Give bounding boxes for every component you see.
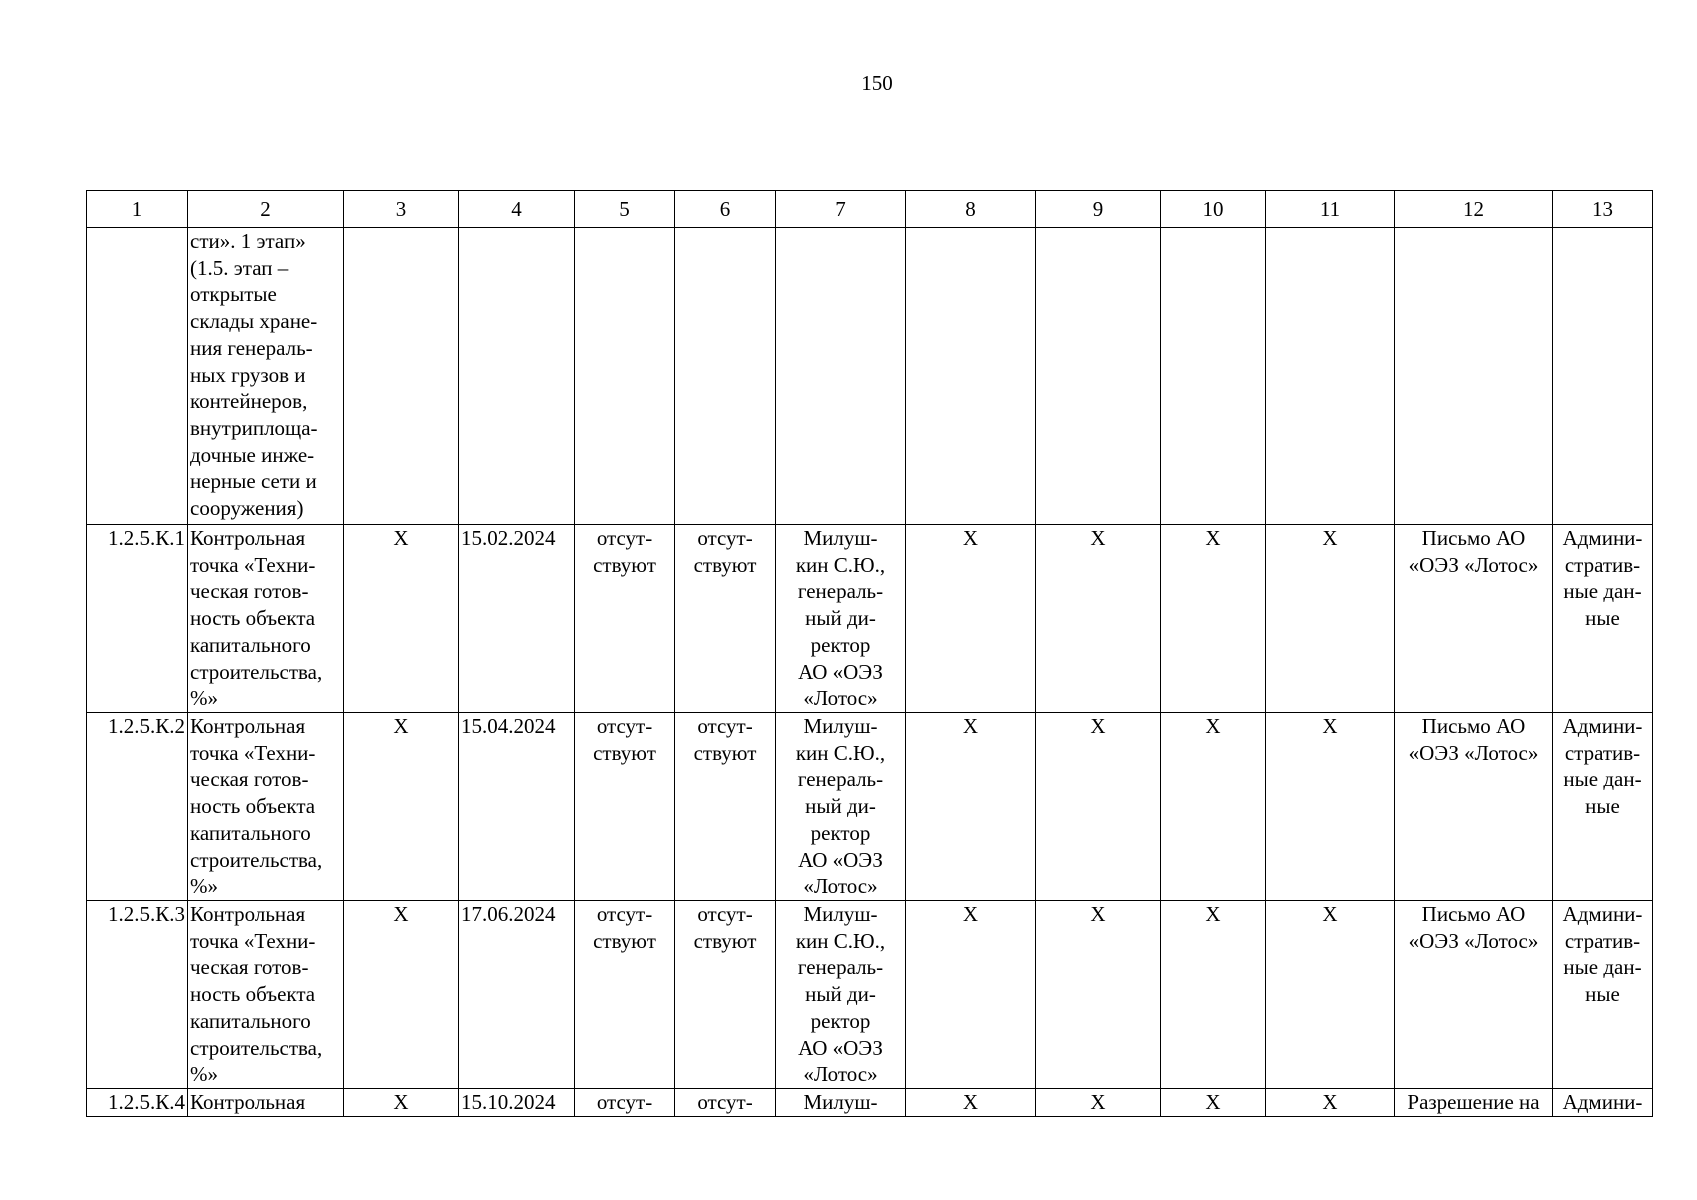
column-number: 6 xyxy=(675,191,776,228)
cell-source xyxy=(1553,228,1653,525)
cell-col5 xyxy=(575,228,675,525)
cell-date xyxy=(459,228,575,525)
cell-source: Админи- стратив- ные дан- ные xyxy=(1553,525,1653,713)
cell-col10: X xyxy=(1161,901,1266,1089)
cell-col11: X xyxy=(1266,713,1395,901)
cell-col8: X xyxy=(906,713,1036,901)
cell-source: Админи- xyxy=(1553,1089,1653,1117)
cell-document: Письмо АО «ОЭЗ «Лотос» xyxy=(1395,525,1553,713)
cell-number: 1.2.5.К.1 xyxy=(87,525,188,713)
cell-col11: X xyxy=(1266,525,1395,713)
column-number: 2 xyxy=(188,191,344,228)
cell-source: Админи- стратив- ные дан- ные xyxy=(1553,713,1653,901)
cell-col6: отсут- ствуют xyxy=(675,713,776,901)
table-row xyxy=(87,525,1653,713)
cell-document: Разрешение на xyxy=(1395,1089,1553,1117)
table-row xyxy=(87,1089,1653,1117)
column-number: 11 xyxy=(1266,191,1395,228)
cell-col10 xyxy=(1161,228,1266,525)
column-number: 5 xyxy=(575,191,675,228)
cell-col11: X xyxy=(1266,1089,1395,1117)
cell-responsible: Милуш- кин С.Ю., генераль- ный ди- ректор АО «ОЭЗ «Лотос» xyxy=(776,525,906,713)
cell-col5: отсут- ствуют xyxy=(575,525,675,713)
column-number: 1 xyxy=(87,191,188,228)
column-number: 12 xyxy=(1395,191,1553,228)
cell-col5: отсут- ствуют xyxy=(575,901,675,1089)
cell-col6 xyxy=(675,228,776,525)
cell-col3: X xyxy=(344,1089,459,1117)
cell-date: 15.04.2024 xyxy=(459,713,575,901)
cell-name: Контрольная точка «Техни- ческая готов- ность объекта капитального строительства, %» xyxy=(188,713,344,901)
column-number: 7 xyxy=(776,191,906,228)
cell-name: Контрольная точка «Техни- ческая готов- ность объекта капитального строительства, %» xyxy=(188,901,344,1089)
page-number: 150 xyxy=(861,71,893,95)
table-row-continuation xyxy=(87,228,1653,525)
column-number: 9 xyxy=(1036,191,1161,228)
cell-col8: X xyxy=(906,901,1036,1089)
column-number: 4 xyxy=(459,191,575,228)
cell-col3: X xyxy=(344,713,459,901)
column-number: 8 xyxy=(906,191,1036,228)
cell-number: 1.2.5.К.4 xyxy=(87,1089,188,1117)
cell-col10: X xyxy=(1161,1089,1266,1117)
cell-col8 xyxy=(906,228,1036,525)
cell-document: Письмо АО «ОЭЗ «Лотос» xyxy=(1395,713,1553,901)
column-number: 10 xyxy=(1161,191,1266,228)
cell-col10: X xyxy=(1161,713,1266,901)
cell-document: Письмо АО «ОЭЗ «Лотос» xyxy=(1395,901,1553,1089)
cell-col10: X xyxy=(1161,525,1266,713)
cell-responsible: Милуш- кин С.Ю., генераль- ный ди- ректор АО «ОЭЗ «Лотос» xyxy=(776,901,906,1089)
cell-date: 17.06.2024 xyxy=(459,901,575,1089)
cell-document xyxy=(1395,228,1553,525)
cell-number: 1.2.5.К.2 xyxy=(87,713,188,901)
cell-name: Контрольная xyxy=(188,1089,344,1117)
table-row xyxy=(87,713,1653,901)
cell-responsible xyxy=(776,228,906,525)
cell-col9: X xyxy=(1036,525,1161,713)
document-table xyxy=(86,190,1653,1117)
cell-col3: X xyxy=(344,525,459,713)
cell-number: 1.2.5.К.3 xyxy=(87,901,188,1089)
cell-col9: X xyxy=(1036,901,1161,1089)
column-number-row xyxy=(87,191,1653,228)
cell-col3 xyxy=(344,228,459,525)
cell-col6: отсут- ствуют xyxy=(675,901,776,1089)
cell-col5: отсут- ствуют xyxy=(575,713,675,901)
cell-col5: отсут- xyxy=(575,1089,675,1117)
cell-responsible: Милуш- кин С.Ю., генераль- ный ди- ректор АО «ОЭЗ «Лотос» xyxy=(776,713,906,901)
column-number: 13 xyxy=(1553,191,1653,228)
cell-responsible: Милуш- xyxy=(776,1089,906,1117)
cell-col6: отсут- xyxy=(675,1089,776,1117)
cell-col9: X xyxy=(1036,713,1161,901)
table-row xyxy=(87,901,1653,1089)
cell-number xyxy=(87,228,188,525)
cell-name: сти». 1 этап» (1.5. этап – открытые склады хране- ния генераль- ных грузов и контейнеров, внутриплоща- дочные инже- нерные сети и сооружения) xyxy=(188,228,344,525)
column-number: 3 xyxy=(344,191,459,228)
cell-col6: отсут- ствуют xyxy=(675,525,776,713)
cell-col8: X xyxy=(906,1089,1036,1117)
cell-col11 xyxy=(1266,228,1395,525)
cell-source: Админи- стратив- ные дан- ные xyxy=(1553,901,1653,1089)
cell-col11: X xyxy=(1266,901,1395,1089)
cell-name: Контрольная точка «Техни- ческая готов- ность объекта капитального строительства, %» xyxy=(188,525,344,713)
cell-date: 15.02.2024 xyxy=(459,525,575,713)
cell-col9: X xyxy=(1036,1089,1161,1117)
cell-date: 15.10.2024 xyxy=(459,1089,575,1117)
cell-col9 xyxy=(1036,228,1161,525)
cell-col3: X xyxy=(344,901,459,1089)
cell-col8: X xyxy=(906,525,1036,713)
